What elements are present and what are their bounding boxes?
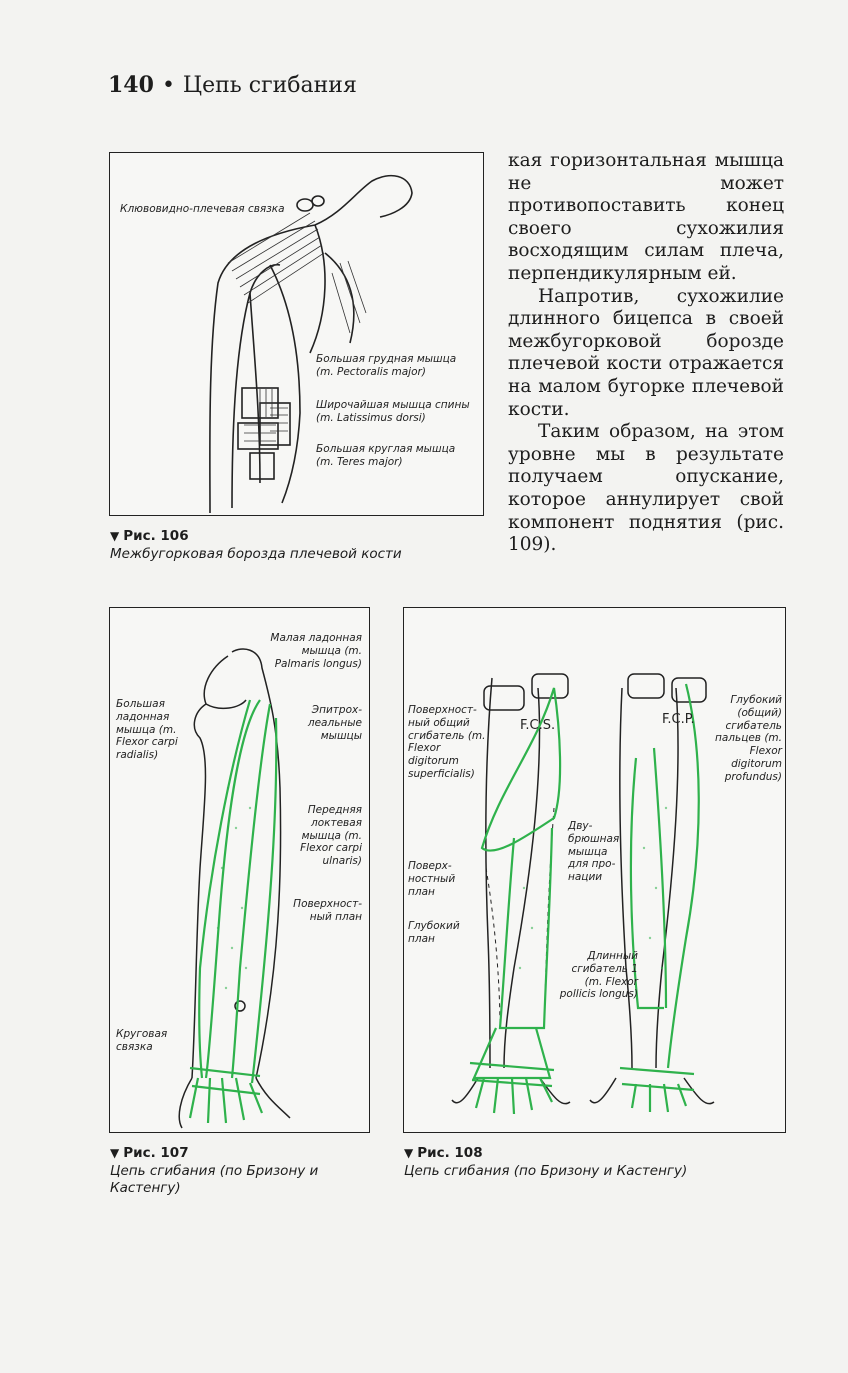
caption-figure-107	[110, 1145, 350, 1198]
label-teres-major: Большая круглая мышца (m. Teres major)	[316, 443, 456, 468]
label-pronator-muscle: Дву-брюшная мышца для про-нации	[568, 820, 620, 884]
caption-figure-108	[404, 1145, 724, 1180]
figure-number: Рис. 108	[417, 1145, 483, 1161]
paragraph-1: кая горизонтальная мышца не может противопоставить конец своего сухожилия восходящим силам плеча, перпендикулярным ей.	[508, 150, 784, 284]
section-title: Цепь сгибания	[182, 73, 357, 98]
label-superficial-plane: Поверхност-ный план	[293, 898, 362, 923]
header-separator: •	[161, 73, 175, 98]
triangle-marker-icon: ▼	[404, 1146, 414, 1160]
label-coracohumeral-ligament: Клювовидно-плечевая связка	[120, 203, 285, 215]
triangle-marker-icon: ▼	[110, 529, 120, 543]
triangle-marker-icon: ▼	[110, 1146, 120, 1160]
running-header	[108, 72, 357, 98]
label-flexor-pollicis-longus: Длинный сгибатель 1 (m. Flexor pollicis longus)	[559, 950, 638, 1001]
paragraph-3: Таким образом, на этом уровне мы в результате получаем опускание, которое аннулирует свой компонент поднятия (рис. 109).	[508, 421, 784, 556]
label-epitrochlear-muscles: Эпитрох-леальные мышцы	[307, 704, 362, 742]
caption-figure-106	[110, 528, 490, 563]
figure-number: Рис. 107	[123, 1145, 189, 1161]
label-flexor-carpi-radialis: Большая ладонная мышца (m. Flexor carpi radialis)	[116, 698, 178, 762]
label-latissimus-dorsi: Широчайшая мышца спины (m. Latissimus dorsi)	[316, 399, 470, 424]
label-palmaris-longus: Малая ладонная мышца (m. Palmaris longus)	[270, 632, 362, 670]
figure-108	[403, 607, 786, 1133]
label-flexor-digitorum-superficialis: Поверхност-ный общий сгибатель (m. Flexor digitorum superficialis)	[408, 704, 486, 780]
label-annular-ligament: Круговая связка	[116, 1028, 168, 1053]
label-flexor-carpi-ulnaris: Передняя локтевая мышца (m. Flexor carpi ulnaris)	[300, 804, 362, 868]
figure-title: Цепь сгибания (по Бризону и Кастенгу)	[404, 1162, 688, 1179]
label-superficial-plane: Поверх-ностный план	[408, 860, 456, 898]
label-deep-plane: Глубокий план	[408, 920, 460, 945]
page-number: 140	[108, 72, 154, 98]
label-fcs-tag: F.C.S.	[520, 718, 556, 733]
figure-title: Цепь сгибания (по Бризону и Кастенгу)	[110, 1162, 319, 1197]
figure-title: Межбугорковая борозда плечевой кости	[110, 545, 402, 562]
label-fcp-tag: F.C.P.	[662, 712, 695, 727]
body-text	[508, 150, 784, 557]
label-pectoralis-major: Большая грудная мышца (m. Pectoralis major)	[316, 353, 457, 378]
label-flexor-digitorum-profundus: Глубокий (общий) сгибатель пальцев (m. Flexor digitorum profundus)	[715, 694, 782, 783]
paragraph-2: Напротив, сухожилие длинного бицепса в своей межбугорковой борозде плечевой кости отражается на малом бугорке плечевой кости.	[508, 285, 784, 420]
figure-107	[109, 607, 370, 1133]
figure-number: Рис. 106	[123, 528, 189, 544]
figure-106	[109, 152, 484, 516]
